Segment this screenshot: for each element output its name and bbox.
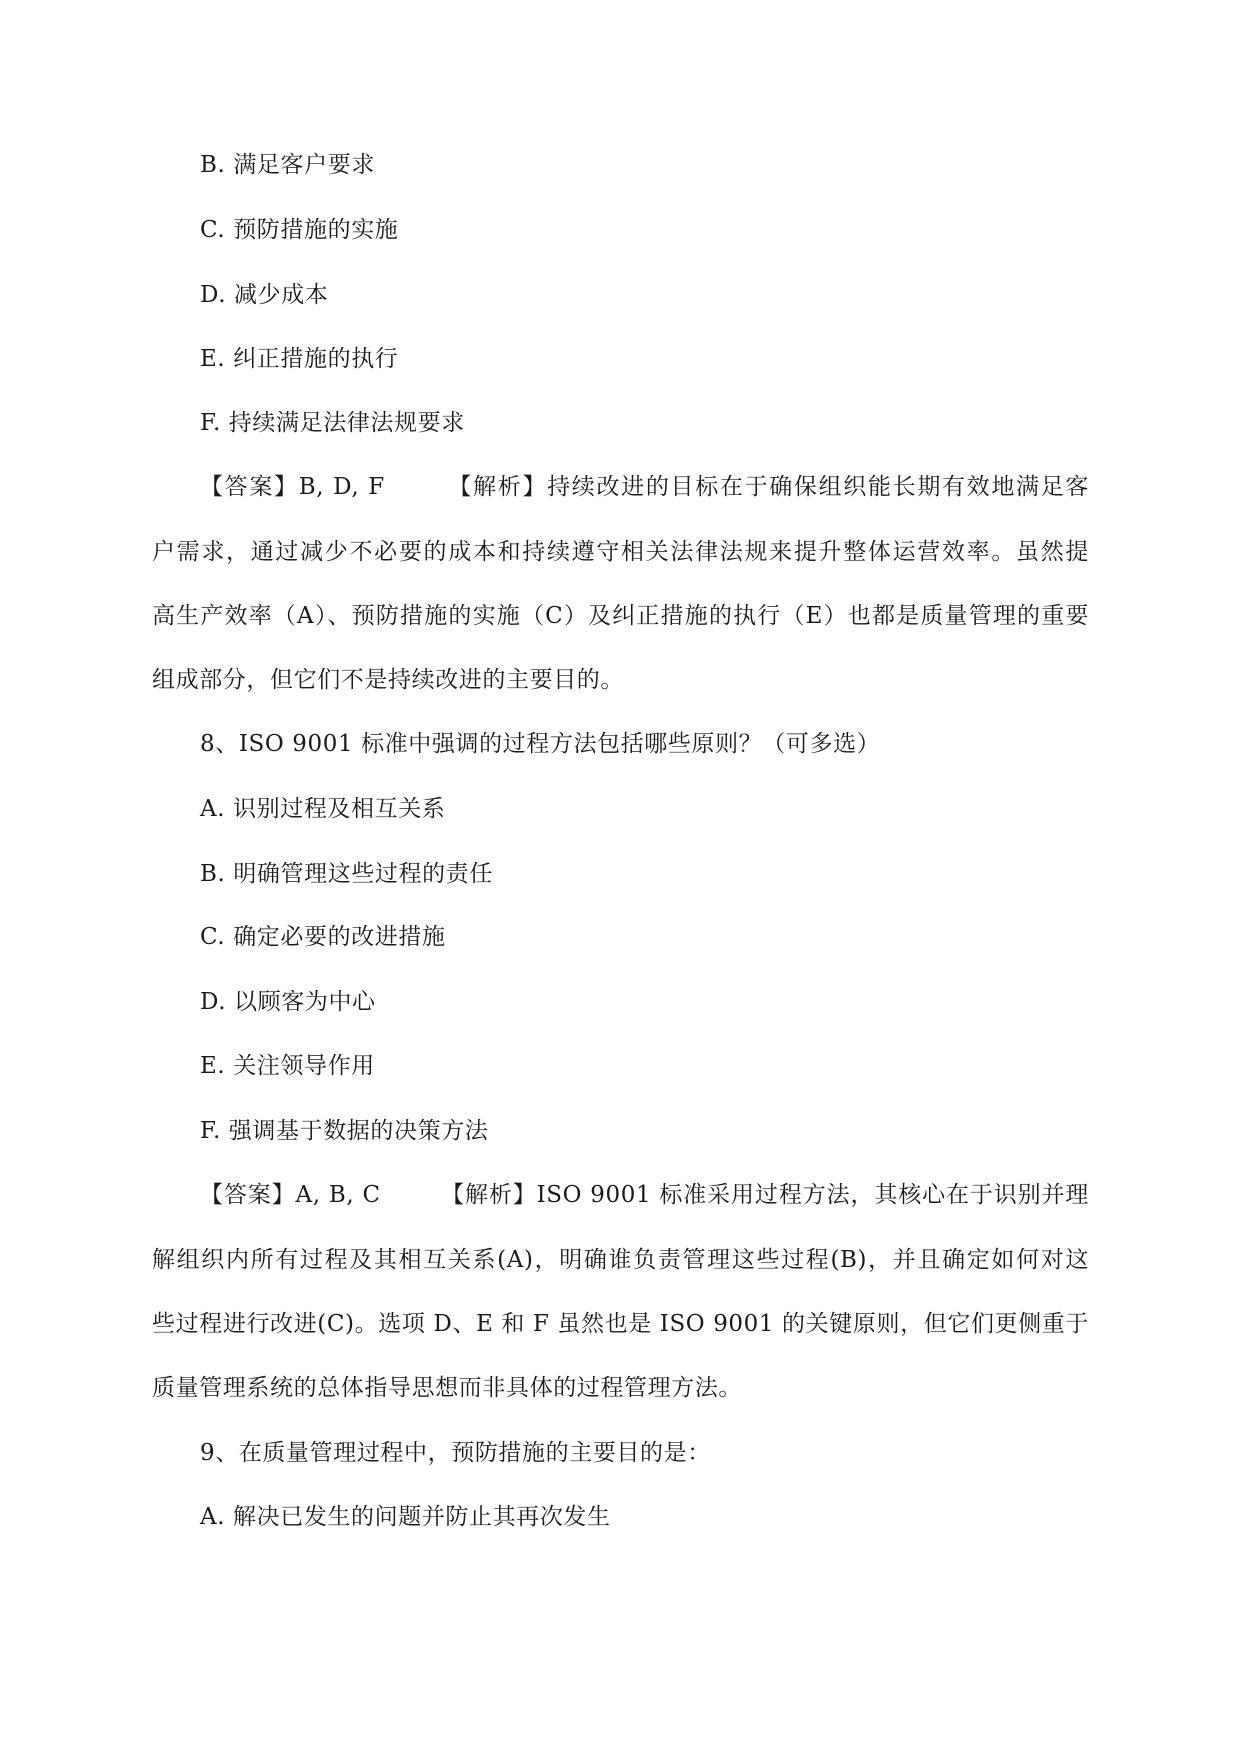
q7-answer-explanation-line-1: 【答案】B, D, F 【解析】持续改进的目标在于确保组织能长期有效地满足客	[200, 474, 1089, 500]
q9-option-a: A. 解决已发生的问题并防止其再次发生	[200, 1504, 611, 1530]
q7-explanation-line-2: 户需求，通过减少不必要的成本和持续遵守相关法律法规来提升整体运营效率。虽然提	[152, 539, 1089, 565]
q7-option-c: C. 预防措施的实施	[200, 217, 399, 243]
q8-explanation-line-3: 些过程进行改进(C)。选项 D、E 和 F 虽然也是 ISO 9001 的关键原则，但它们更侧重于	[152, 1311, 1089, 1337]
q8-option-f: F. 强调基于数据的决策方法	[200, 1118, 489, 1144]
q9-question: 9、在质量管理过程中，预防措施的主要目的是：	[200, 1440, 711, 1466]
q7-explanation-line-4: 组成部分，但它们不是持续改进的主要目的。	[152, 667, 624, 693]
q8-option-d: D. 以顾客为中心	[200, 989, 376, 1015]
q7-option-b: B. 满足客户要求	[200, 152, 375, 178]
q8-question: 8、ISO 9001 标准中强调的过程方法包括哪些原则？（可多选）	[200, 731, 881, 757]
q8-answer-explanation-line-1: 【答案】A, B, C 【解析】ISO 9001 标准采用过程方法，其核心在于识别并理	[200, 1182, 1089, 1208]
q7-option-e: E. 纠正措施的执行	[200, 346, 399, 372]
q8-option-e: E. 关注领导作用	[200, 1053, 375, 1079]
q8-explanation-line-4: 质量管理系统的总体指导思想而非具体的过程管理方法。	[152, 1375, 742, 1401]
q8-option-b: B. 明确管理这些过程的责任	[200, 861, 493, 887]
q8-explanation-line-2: 解组织内所有过程及其相互关系(A)，明确谁负责管理这些过程(B)，并且确定如何对这	[152, 1247, 1089, 1273]
q8-option-a: A. 识别过程及相互关系	[200, 796, 446, 822]
q8-option-c: C. 确定必要的改进措施	[200, 924, 446, 950]
q7-option-d: D. 减少成本	[200, 282, 329, 308]
q7-explanation-line-3: 高生产效率（A）、预防措施的实施（C）及纠正措施的执行（E）也都是质量管理的重要	[152, 603, 1089, 629]
q7-option-f: F. 持续满足法律法规要求	[200, 410, 465, 436]
